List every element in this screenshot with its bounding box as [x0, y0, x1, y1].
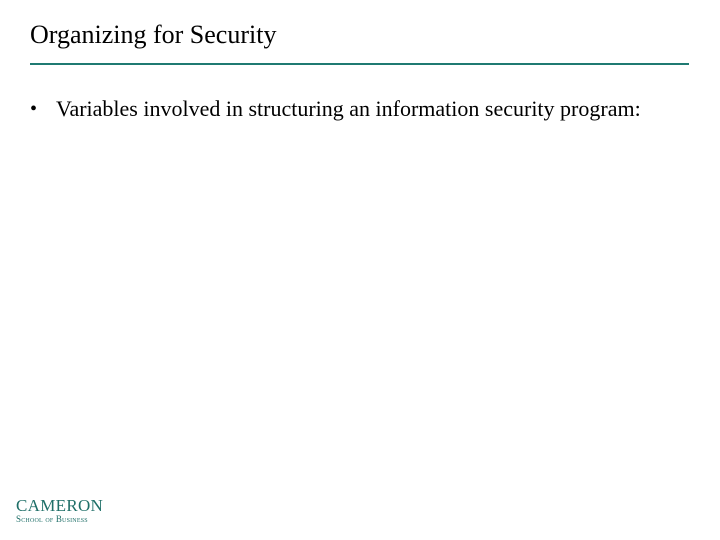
cameron-logo — [16, 497, 103, 525]
bullet-list — [30, 94, 670, 124]
logo-name: CAMERON — [16, 496, 104, 515]
slide-title: Organizing for Security — [30, 20, 277, 49]
bullet-item — [30, 94, 670, 124]
title-divider — [30, 63, 689, 65]
bullet-text: Variables involved in structuring an information security program: — [56, 96, 641, 121]
logo-subtitle: School of Business — [16, 514, 88, 524]
bullet-icon: • — [30, 98, 38, 120]
